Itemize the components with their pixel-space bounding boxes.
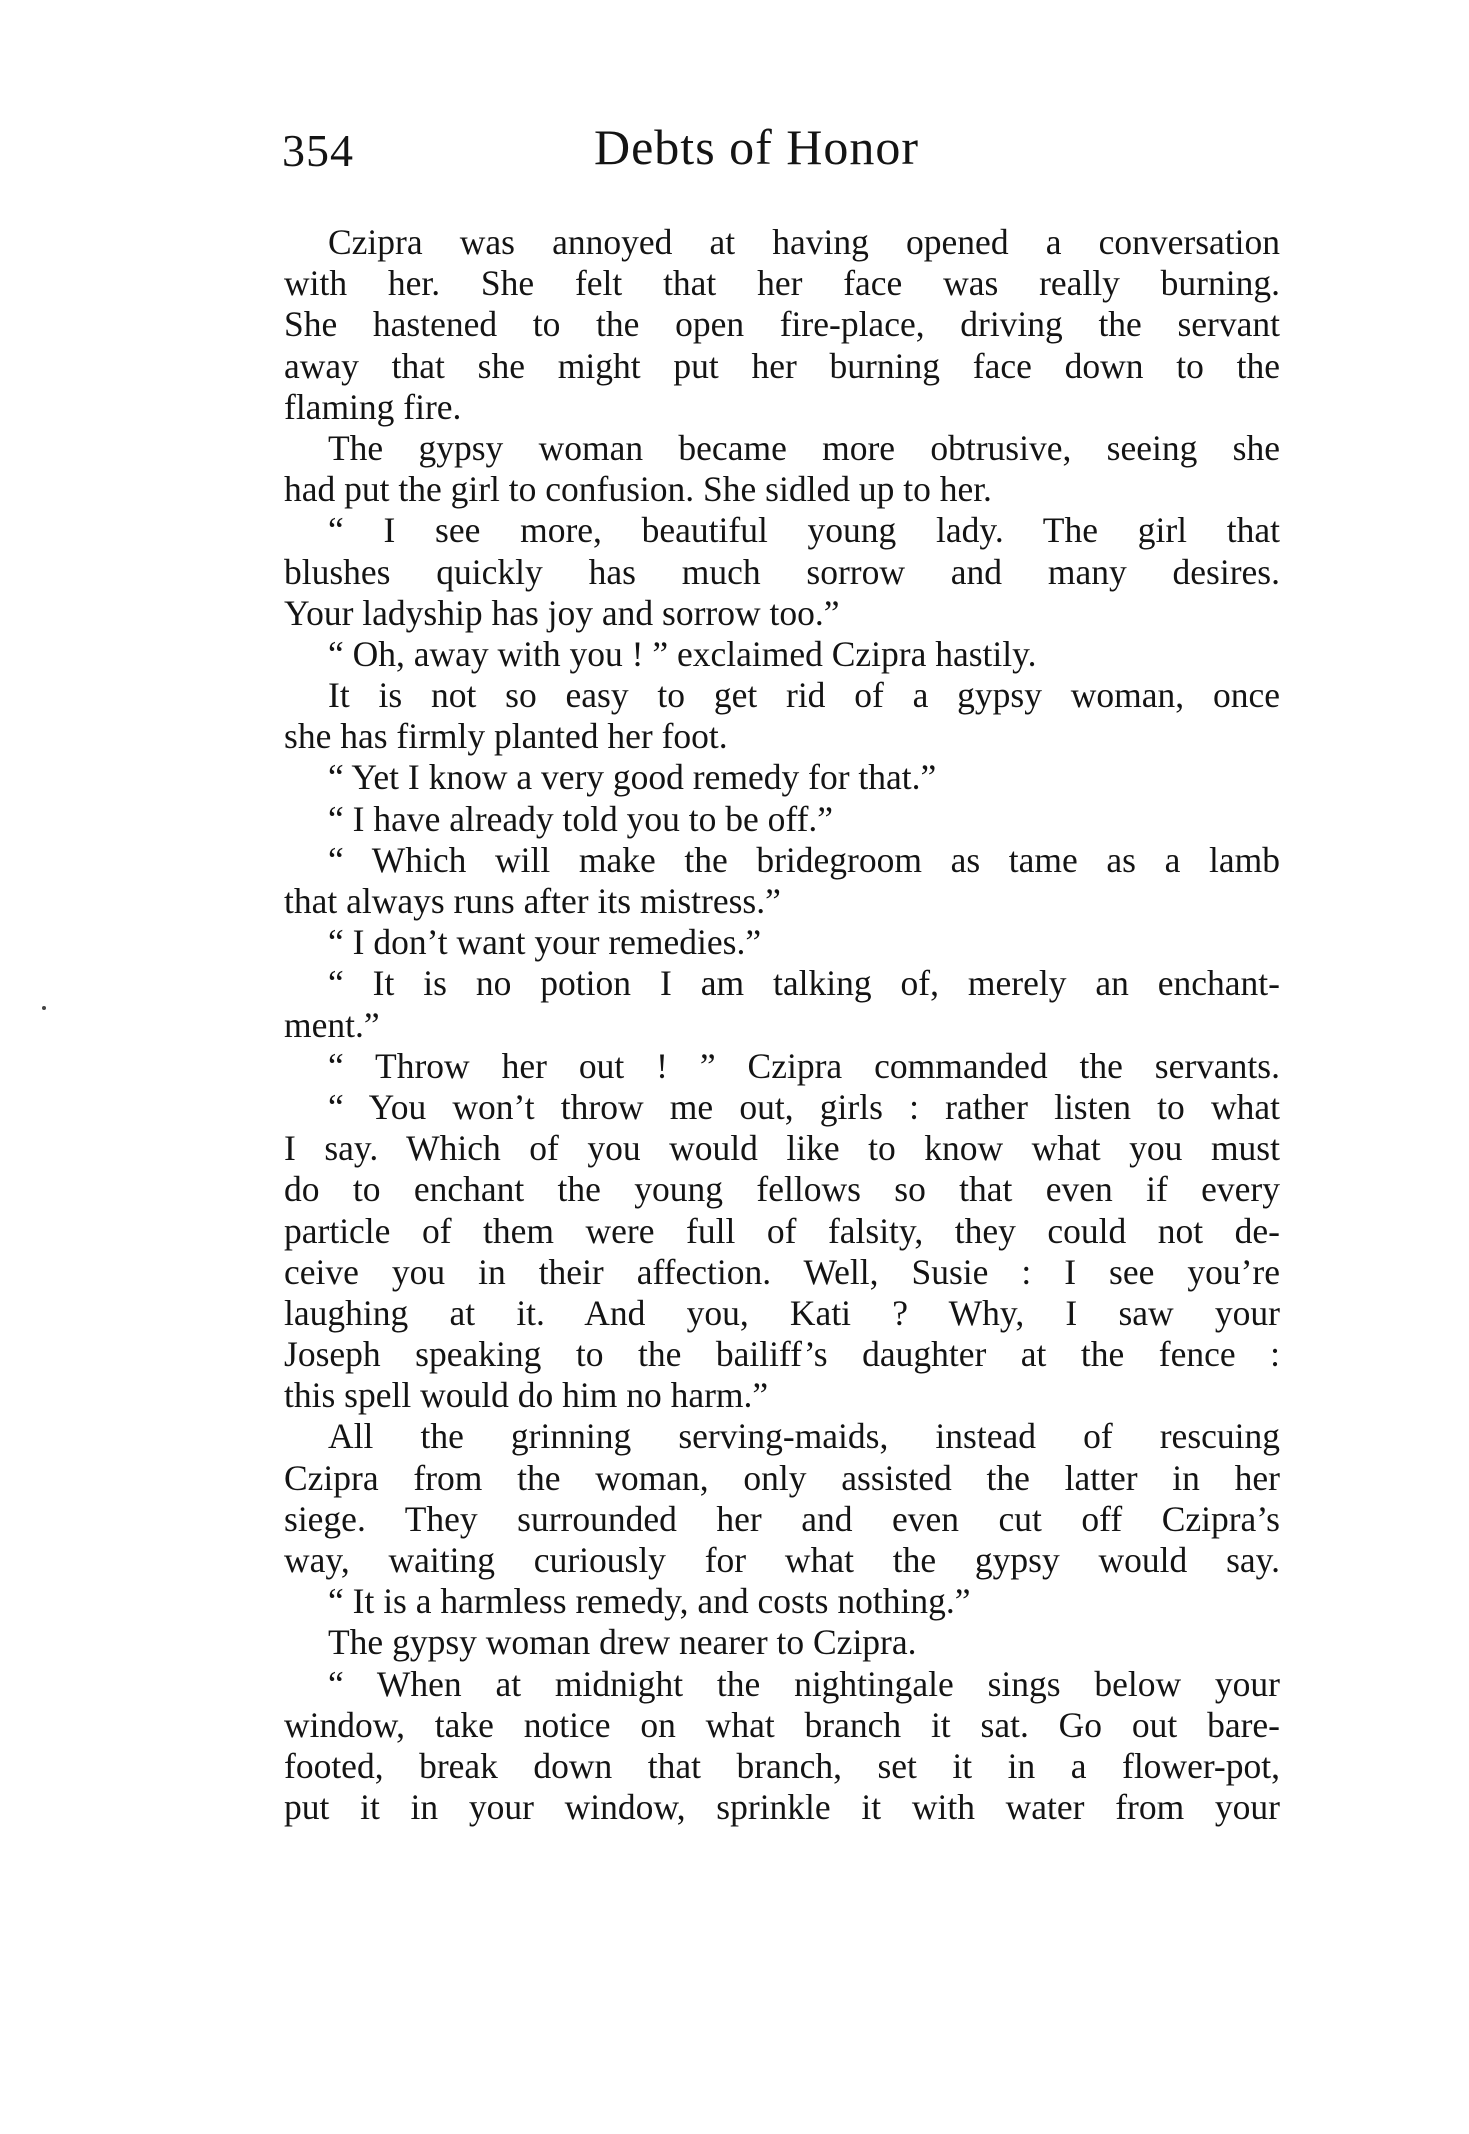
text-line: She hastened to the open fire-place, driving the servant [284,304,1280,345]
text-line: that always runs after its mistress.” [284,881,781,921]
text-line: Czipra was annoyed at having opened a conversation [328,222,1280,262]
text-line: “ It is a harmless remedy, and costs nothing.” [328,1581,971,1622]
text-line: put it in your window, sprinkle it with water from your [284,1787,1280,1828]
text-line: Joseph speaking to the bailiff’s daughter at the fence : [284,1334,1280,1375]
text-line: It is not so easy to get rid of a gypsy woman, once [328,675,1280,716]
text-line: “ You won’t throw me out, girls : rather listen to what [328,1086,1280,1127]
text-line: “ Which will make the bridegroom as tame as a lamb [328,839,1280,880]
text-line: I say. Which of you would like to know what you must [284,1128,1280,1169]
text-line: this spell would do him no harm.” [284,1375,769,1416]
body-text [284,222,1280,1828]
text-line: away that she might put her burning face down to the [284,345,1280,386]
text-line: “ I see more, beautiful young lady. The girl that [328,510,1280,551]
text-line: “ I don’t want your remedies.” [328,922,762,963]
text-line: laughing at it. And you, Kati ? Why, I saw your [284,1292,1280,1333]
text-line: The gypsy woman became more obtrusive, seeing she [328,427,1280,468]
text-line: “ It is no potion I am talking of, merely an enchant- [328,963,1280,1004]
text-line: The gypsy woman drew nearer to Czipra. [328,1622,917,1663]
text-line: window, take notice on what branch it sat. Go out bare- [284,1704,1280,1745]
text-line: she has firmly planted her foot. [284,716,728,757]
text-line: “ Oh, away with you ! ” exclaimed Czipra hastily. [328,633,1037,674]
text-line: “ Yet I know a very good remedy for that.” [328,757,937,798]
text-line: do to enchant the young fellows so that even if every [284,1169,1280,1210]
running-title: Debts of Honor [594,119,920,175]
text-line: “ Throw her out ! ” Czipra commanded the servants. [328,1045,1280,1086]
text-line: ment.” [284,1004,380,1045]
text-line: way, waiting curiously for what the gypsy would say. [284,1540,1280,1580]
text-line: Czipra from the woman, only assisted the latter in her [284,1457,1280,1498]
text-line: blushes quickly has much sorrow and many desires. [284,551,1280,592]
text-line: footed, break down that branch, set it in a flower-pot, [284,1745,1280,1786]
margin-speck [42,1006,46,1010]
text-line: had put the girl to confusion. She sidled up to her. [284,469,992,510]
text-line: “ I have already told you to be off.” [328,798,834,839]
text-line: siege. They surrounded her and even cut off Czipra’s [284,1498,1280,1539]
text-line: particle of them were full of falsity, they could not de- [284,1210,1280,1251]
text-line: ceive you in their affection. Well, Susie : I see you’re [284,1251,1280,1292]
text-line: with her. She felt that her face was really burning. [284,263,1280,304]
text-line: “ When at midnight the nightingale sings below your [328,1663,1280,1704]
text-line: flaming fire. [284,386,462,427]
text-line: Your ladyship has joy and sorrow too.” [284,592,840,633]
page-header [282,118,1278,178]
page-number: 354 [282,125,354,176]
text-line: All the grinning serving-maids, instead of rescuing [328,1416,1280,1457]
